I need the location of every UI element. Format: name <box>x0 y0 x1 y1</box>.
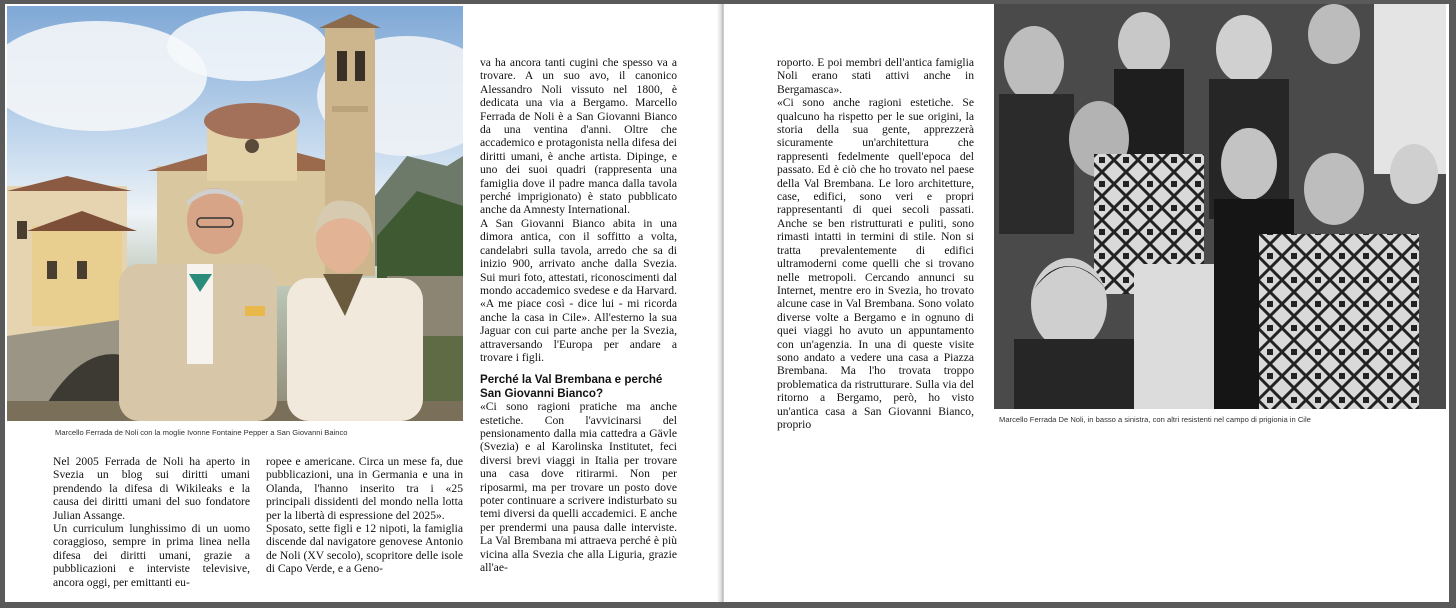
couple-photo-illustration <box>7 6 463 421</box>
paragraph: ropee e americane. Circa un mese fa, due pubblicazioni, una in Germania e una in Olanda, l'hanno inserito tra i «25 principali dissidenti del mondo nella lotta per la libertà di espressione del 2025». <box>266 455 463 522</box>
paragraph: «Ci sono anche ragioni estetiche. Se qualcuno ha rispetto per le sue origini, la storia della sua gente, apprezzerà sicuramente un'architettura che rappresenti fedelmente quell'epoca del passato. Ed è ciò che ho trovato nel paese della Val Brembana. Le loro architetture, case, edifici, sono veri e propri rappresentanti di quei secoli passati. Anche se ben ristrutturati e puliti, sono rimasti intatti in termini di stile. Non si tratta prevalentemente di edifici ultramoderni come quelli che si trovano nelle metropoli. Cercando annunci su Internet, mentre ero in Svezia, ho trovato alcune case in Val Brembana. Sono volato diverse volte a Bergamo e in ognuno di quei viaggi ho avuto un appuntamento con un'agenzia. In una di queste visite sono andato a vedere una casa a Piazza Brembana. Ma l'ho trovata troppo problematica da ristrutturare. Sulla via del ritorno a Bergamo, però, ho visto un'antica casa a San Giovanni Bianco, proprio <box>777 96 974 431</box>
left-page <box>5 4 720 602</box>
paragraph: va ha ancora tanti cugini che spesso va a trovare. A un suo avo, il canonico Alessandro Noli vissuto nel 1800, è dedicata una via a Bergamo. Marcello Ferrada de Noli è a San Giovanni Bianco da una ventina d'anni. Oltre che accademico e protagonista nella difesa dei diritti umani, è anche artista. Dipinge, e uno dei suoi quadri (rappresenta una famiglia dove il padre manca dalla tavola perché imprigionato) è stato pubblicato anche da Amnesty International. <box>480 56 677 217</box>
prison-camp-photo-caption: Marcello Ferrada De Noli, in basso a sinistra, con altri resistenti nel campo di prigionia in Cile <box>999 415 1311 424</box>
paragraph: A San Giovanni Bianco abita in una dimora antica, con il soffitto a volta, candelabri sulla tavola, arredo che sa di inizio 900, arrivato anche dalla Svezia. Sui muri foto, attestati, riconoscimenti dal mondo accademico svedese e da Harvard. «A me piace così - dice lui - mi ricorda anche la casa in Cile». All'esterno la sua Jaguar con cui parte anche per la Svezia, attraversando l'Europa per andare a trovare i figli. <box>480 216 677 364</box>
paragraph: «Ci sono ragioni pratiche ma anche estetiche. Con l'avvicinarsi del pensionamento dalla mia cattedra a Gävle (Svezia) e al Karolinska Institutet, feci diversi brevi viaggi in Italia per trovare una casa dove ritirarmi. Non per riposarmi, ma per trovare un posto dove poter continuare a scrivere indisturbato su temi diversi da quelli accademici. E anche per prendermi una pausa dalle interviste. La Val Brembana mi attraeva perché è più vicina alla Svezia che alla Liguria, grazie all'ae- <box>480 400 677 575</box>
couple-photo-caption: Marcello Ferrada de Noli con la moglie Ivonne Fontaine Pepper a San Giovanni Bainco <box>55 428 348 437</box>
prison-camp-photo <box>994 4 1446 409</box>
section-heading: Perché la Val Brembana e perché San Giovanni Bianco? <box>480 373 663 400</box>
text-column-b <box>266 455 463 576</box>
right-page <box>724 4 1449 602</box>
paragraph: roporto. E poi membri dell'antica famiglia Noli erano stati attivi anche in Bergamasca». <box>777 56 974 96</box>
text-column-c <box>777 56 974 431</box>
paragraph: Sposato, sette figli e 12 nipoti, la famiglia discende dal navigatore genovese Antonio de Noli (XV secolo), scopritore delle isole di Capo Verde, e a Geno- <box>266 522 463 576</box>
text-column-a <box>53 455 250 589</box>
magazine-spread <box>5 4 1449 602</box>
couple-photo <box>7 6 463 421</box>
paragraph: Nel 2005 Ferrada de Noli ha aperto in Svezia un blog sui diritti umani prendendo la difesa di Wikileaks e la causa dei diritti umani del suo fondatore Julian Assange. <box>53 455 250 522</box>
text-column-right <box>480 56 677 574</box>
paragraph: Un curriculum lunghissimo di un uomo coraggioso, sempre in prima linea nella difesa dei diritti umani, grazie a pubblicazioni e interviste televisive, ancora oggi, per emittanti eu- <box>53 522 250 589</box>
prison-camp-photo-illustration <box>994 4 1446 409</box>
